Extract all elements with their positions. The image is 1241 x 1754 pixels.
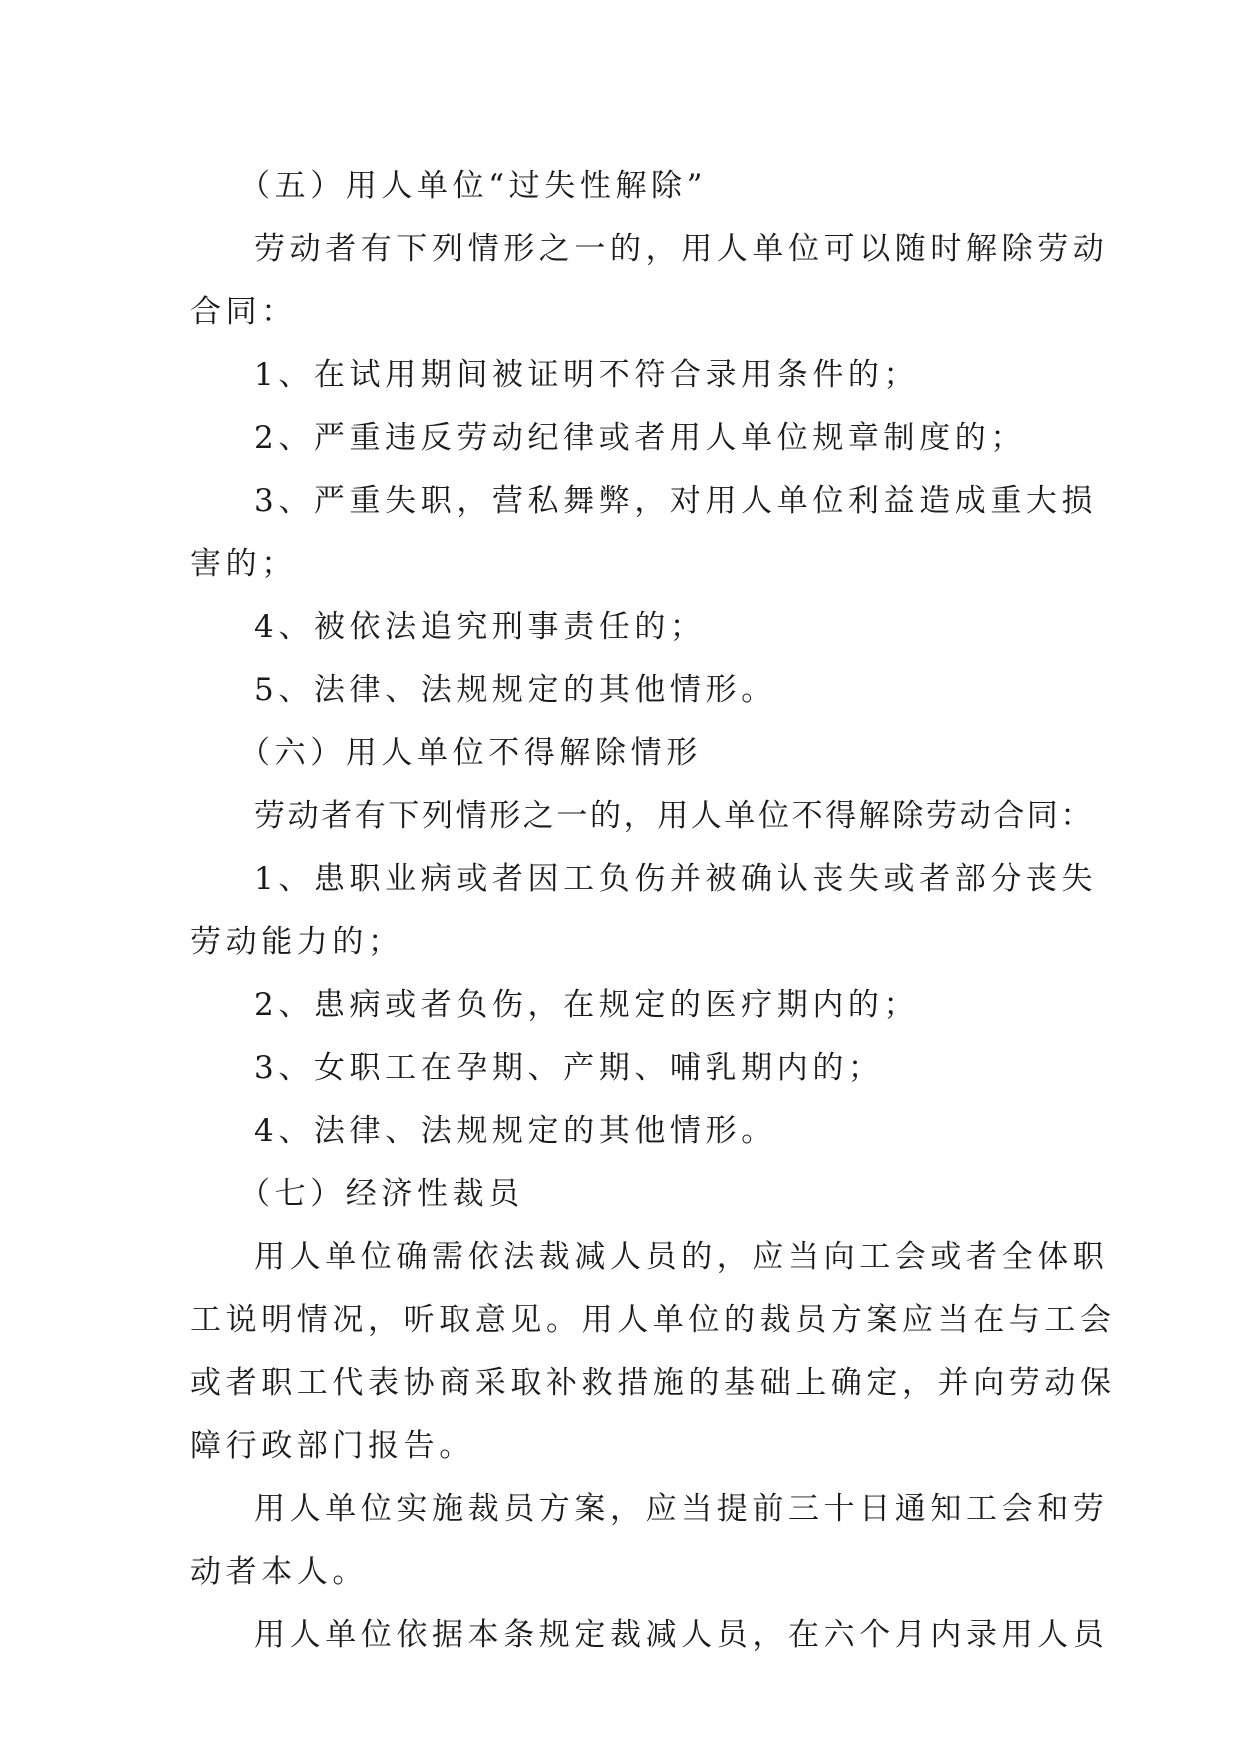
section-heading-7: （七）经济性裁员 — [239, 1176, 524, 1212]
paragraph-line: 劳动能力的； — [190, 924, 404, 960]
list-item: 4、法律、法规规定的其他情形。 — [254, 1113, 777, 1149]
section-heading-6: （六）用人单位不得解除情形 — [239, 735, 702, 771]
paragraph-line: 合同： — [190, 294, 297, 330]
paragraph-line: 工说明情况，听取意见。用人单位的裁员方案应当在与工会 — [190, 1302, 1116, 1338]
list-item: 3、严重失职，营私舞弊，对用人单位利益造成重大损 — [254, 483, 1098, 519]
list-item: 1、患职业病或者因工负伤并被确认丧失或者部分丧失 — [254, 861, 1098, 897]
list-item: 4、被依法追究刑事责任的； — [254, 609, 706, 645]
paragraph-line: 劳动者有下列情形之一的，用人单位可以随时解除劳动 — [254, 231, 1109, 267]
paragraph-line: 害的； — [190, 546, 297, 582]
list-item: 2、患病或者负伤，在规定的医疗期内的； — [254, 987, 920, 1023]
list-item: 2、严重违反劳动纪律或者用人单位规章制度的； — [254, 420, 1026, 456]
paragraph-line: 用人单位实施裁员方案，应当提前三十日通知工会和劳 — [254, 1491, 1109, 1527]
paragraph-line: 劳动者有下列情形之一的，用人单位不得解除劳动合同： — [254, 798, 1094, 834]
document-page — [190, 155, 1116, 1667]
paragraph-line: 障行政部门报告。 — [190, 1428, 475, 1464]
paragraph-line: 用人单位确需依法裁减人员的，应当向工会或者全体职 — [254, 1239, 1109, 1275]
list-item: 1、在试用期间被证明不符合录用条件的； — [254, 357, 920, 393]
list-item: 5、法律、法规规定的其他情形。 — [254, 672, 777, 708]
list-item: 3、女职工在孕期、产期、哺乳期内的； — [254, 1050, 884, 1086]
paragraph-line: 用人单位依据本条规定裁减人员，在六个月内录用人员 — [254, 1617, 1109, 1653]
paragraph-line: 动者本人。 — [190, 1554, 368, 1590]
section-heading-5: （五）用人单位“过失性解除” — [239, 168, 708, 204]
paragraph-line: 或者职工代表协商采取补救措施的基础上确定，并向劳动保 — [190, 1365, 1116, 1401]
